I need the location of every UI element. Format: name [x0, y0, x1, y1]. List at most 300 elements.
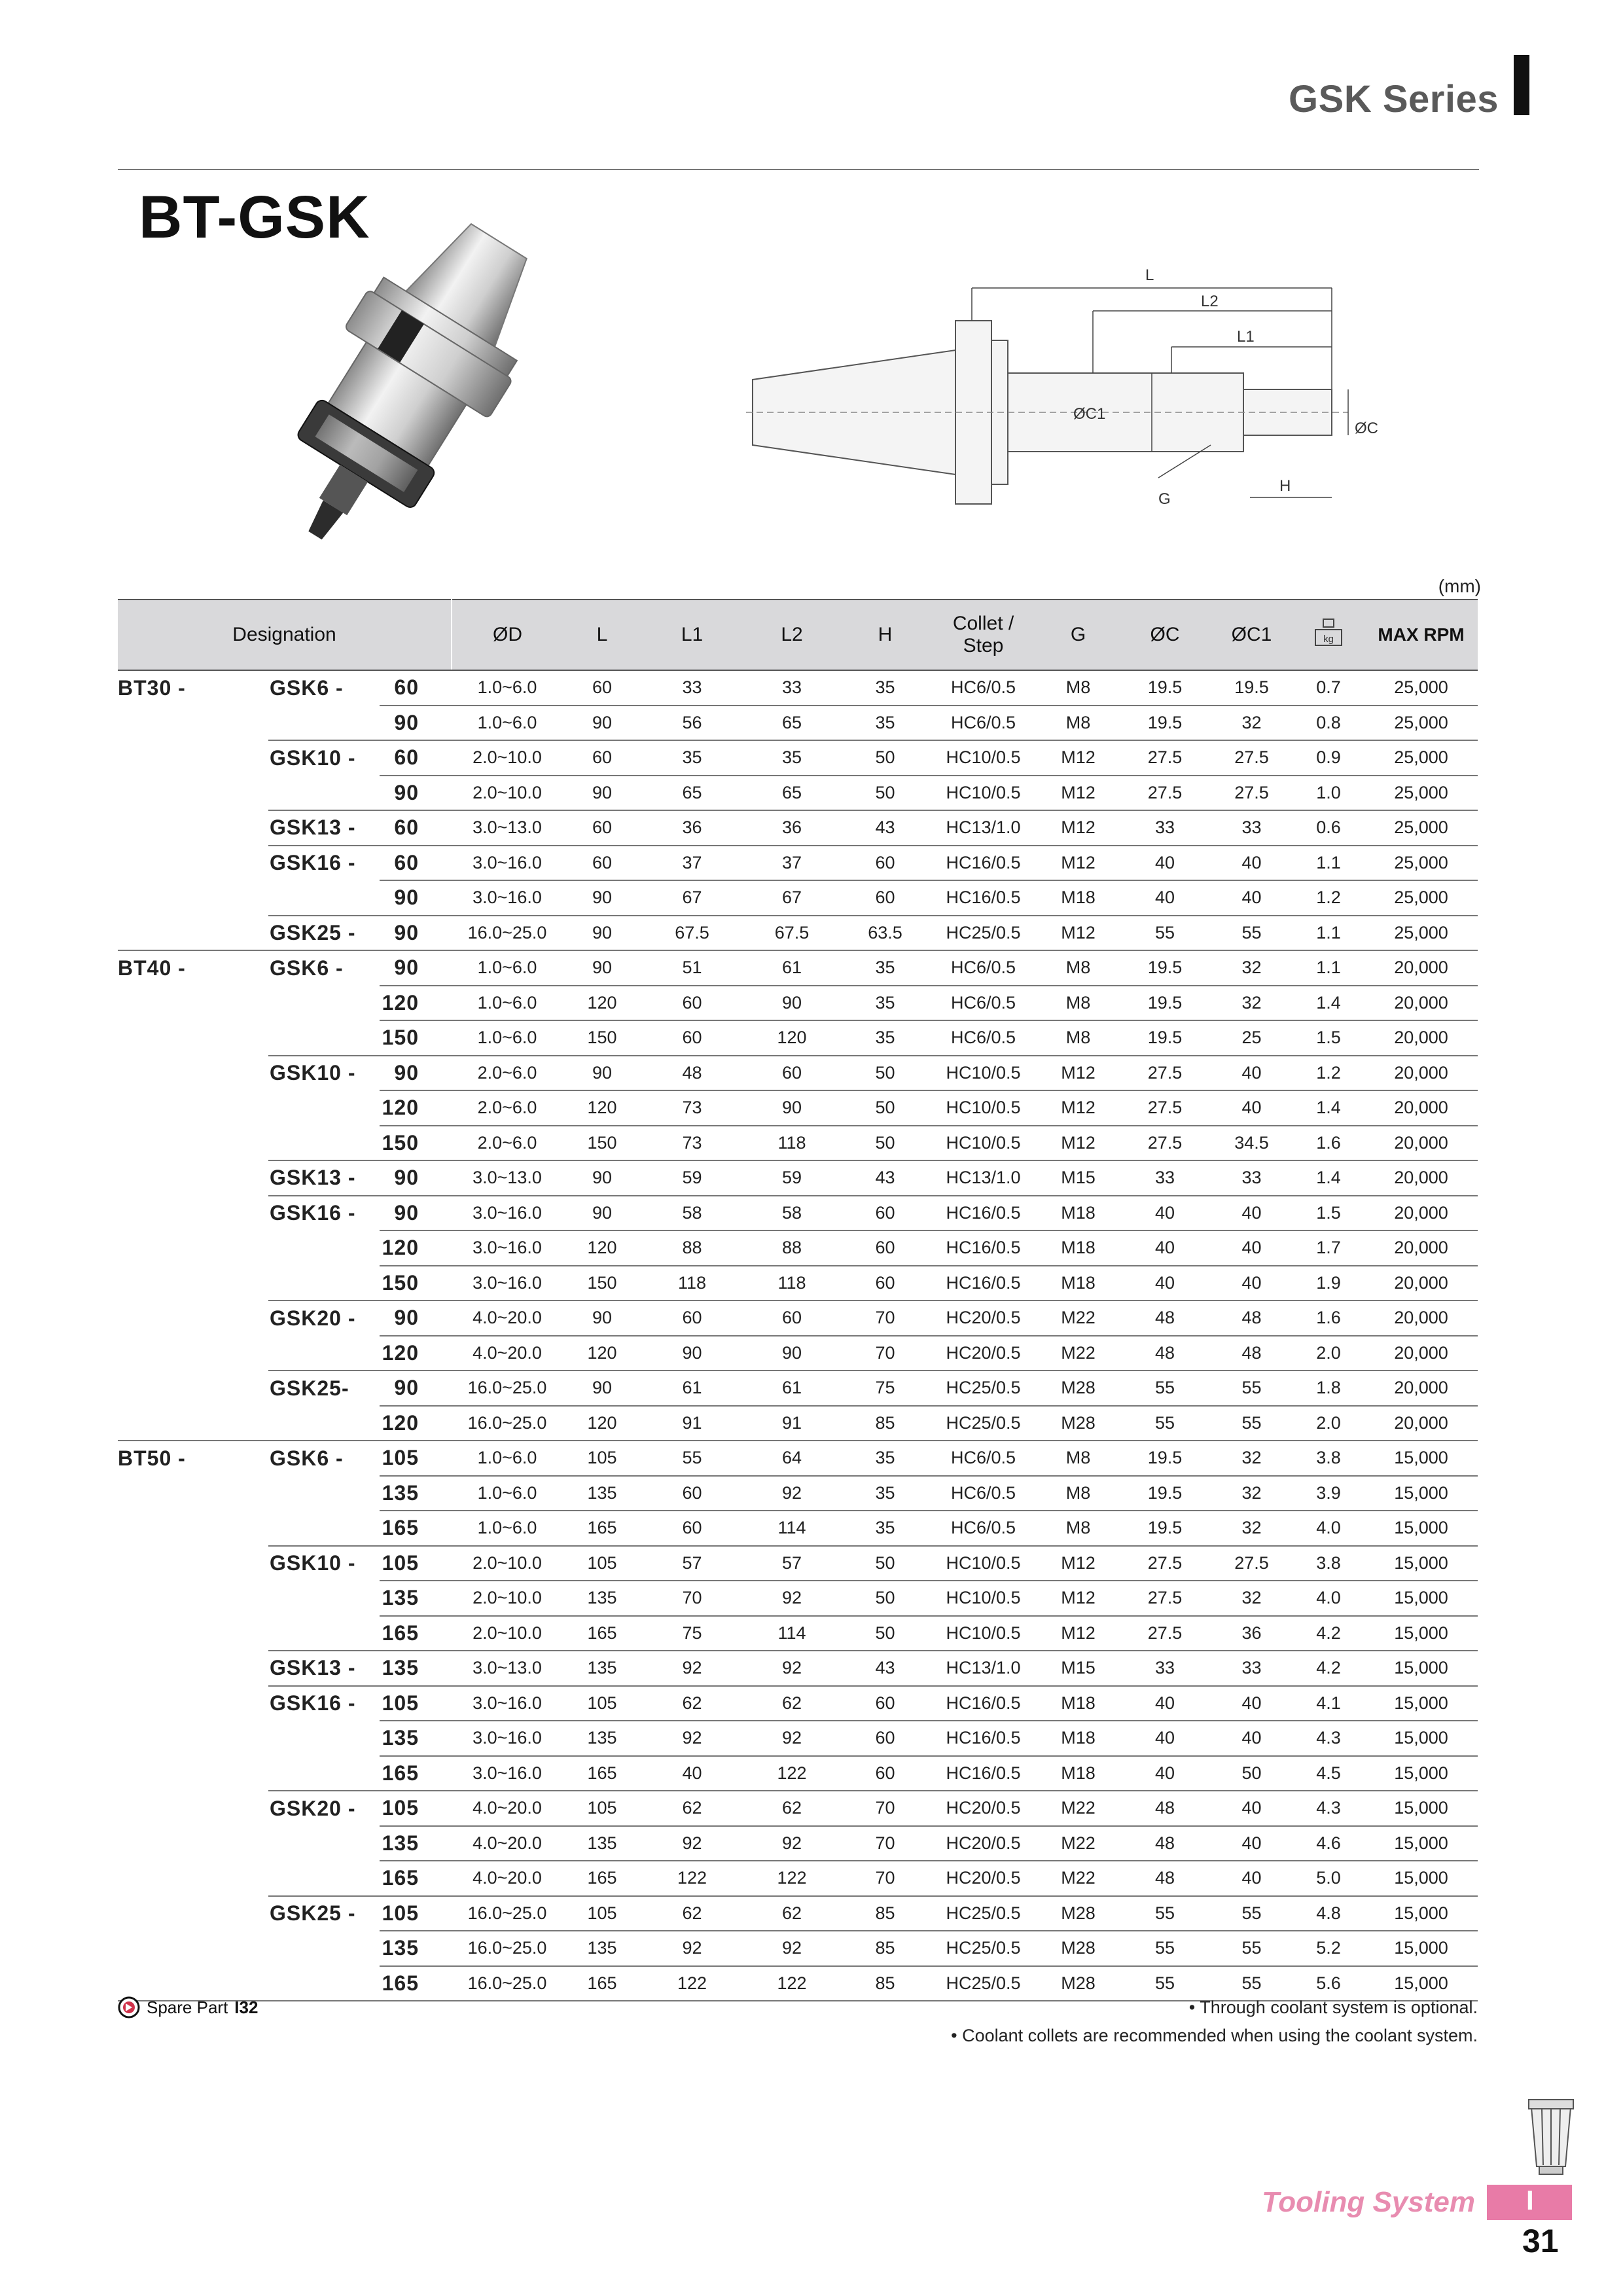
- cell-kg: 4.3: [1293, 1721, 1364, 1756]
- cell-l2: 92: [743, 1826, 841, 1861]
- header-max-rpm: MAX RPM: [1364, 600, 1478, 670]
- collet-chuck-model: [268, 706, 380, 741]
- cell-c: 27.5: [1119, 1090, 1211, 1126]
- cell-rpm: 20,000: [1364, 1126, 1478, 1161]
- cell-l1: 65: [641, 776, 743, 811]
- cell-g: M18: [1037, 1756, 1119, 1791]
- cell-d: 4.0~20.0: [452, 1861, 563, 1896]
- cell-collet: HC6/0.5: [929, 1020, 1037, 1056]
- cell-h: 60: [841, 1721, 929, 1756]
- cell-d: 3.0~13.0: [452, 1651, 563, 1686]
- cell-l1: 60: [641, 986, 743, 1021]
- cell-l1: 67: [641, 880, 743, 916]
- cell-l: 150: [563, 1020, 641, 1056]
- cell-l: 135: [563, 1581, 641, 1616]
- gauge-length: 150: [380, 1020, 452, 1056]
- cell-g: M8: [1037, 670, 1119, 706]
- table-row: [118, 1090, 1478, 1126]
- table-row: [118, 1581, 1478, 1616]
- cell-g: M22: [1037, 1826, 1119, 1861]
- cell-collet: HC6/0.5: [929, 706, 1037, 741]
- cell-d: 3.0~13.0: [452, 1160, 563, 1196]
- cell-d: 3.0~16.0: [452, 1756, 563, 1791]
- cell-h: 35: [841, 986, 929, 1021]
- cell-g: M12: [1037, 846, 1119, 881]
- cell-d: 1.0~6.0: [452, 706, 563, 741]
- cell-d: 4.0~20.0: [452, 1791, 563, 1826]
- header-c: ØC: [1119, 600, 1211, 670]
- cell-c1: 55: [1211, 1406, 1293, 1441]
- cell-kg: 2.0: [1293, 1406, 1364, 1441]
- cell-l1: 60: [641, 1020, 743, 1056]
- table-row: [118, 1686, 1478, 1721]
- gauge-length: 165: [380, 1616, 452, 1651]
- cell-l1: 92: [641, 1651, 743, 1686]
- cell-rpm: 25,000: [1364, 776, 1478, 811]
- table-row: [118, 1230, 1478, 1266]
- gauge-length: 165: [380, 1511, 452, 1546]
- cell-collet: HC6/0.5: [929, 986, 1037, 1021]
- cell-kg: 1.1: [1293, 846, 1364, 881]
- gauge-length: 135: [380, 1826, 452, 1861]
- cell-g: M12: [1037, 1126, 1119, 1161]
- technical-drawing: [740, 262, 1394, 550]
- gauge-length: 105: [380, 1896, 452, 1931]
- gauge-length: 120: [380, 1090, 452, 1126]
- cell-rpm: 15,000: [1364, 1581, 1478, 1616]
- cell-l2: 90: [743, 1336, 841, 1371]
- cell-l1: 62: [641, 1791, 743, 1826]
- header-designation: Designation: [118, 600, 452, 670]
- holder-type: [118, 1126, 268, 1161]
- cell-c1: 32: [1211, 1581, 1293, 1616]
- cell-c1: 33: [1211, 1160, 1293, 1196]
- cell-h: 85: [841, 1931, 929, 1966]
- cell-g: M15: [1037, 1651, 1119, 1686]
- cell-h: 50: [841, 1546, 929, 1581]
- cell-c: 40: [1119, 1721, 1211, 1756]
- cell-c: 19.5: [1119, 986, 1211, 1021]
- cell-c1: 40: [1211, 1196, 1293, 1231]
- cell-g: M22: [1037, 1861, 1119, 1896]
- table-row: [118, 1020, 1478, 1056]
- cell-d: 1.0~6.0: [452, 1441, 563, 1476]
- gauge-length: 105: [380, 1546, 452, 1581]
- cell-l1: 51: [641, 950, 743, 986]
- cell-d: 2.0~10.0: [452, 1616, 563, 1651]
- gauge-length: 135: [380, 1476, 452, 1511]
- cell-kg: 1.6: [1293, 1126, 1364, 1161]
- cell-rpm: 20,000: [1364, 1300, 1478, 1336]
- collet-chuck-model: [268, 1126, 380, 1161]
- cell-c1: 48: [1211, 1336, 1293, 1371]
- spare-part-page: I32: [234, 1997, 259, 2017]
- cell-g: M28: [1037, 1966, 1119, 2001]
- spare-part-ref[interactable]: [118, 1996, 258, 2018]
- cell-l: 150: [563, 1266, 641, 1301]
- cell-l2: 92: [743, 1581, 841, 1616]
- header-c1: ØC1: [1211, 600, 1293, 670]
- cell-rpm: 15,000: [1364, 1441, 1478, 1476]
- spec-table: [118, 599, 1478, 2001]
- table-row: [118, 1896, 1478, 1931]
- series-title: GSK Series: [1289, 78, 1499, 120]
- cell-l: 90: [563, 1196, 641, 1231]
- cell-h: 60: [841, 880, 929, 916]
- cell-l1: 75: [641, 1616, 743, 1651]
- cell-l1: 55: [641, 1441, 743, 1476]
- cell-l: 105: [563, 1441, 641, 1476]
- table-row: [118, 1511, 1478, 1546]
- cell-l1: 73: [641, 1126, 743, 1161]
- cell-h: 60: [841, 1686, 929, 1721]
- table-row: [118, 1196, 1478, 1231]
- cell-l2: 33: [743, 670, 841, 706]
- table-row: [118, 1966, 1478, 2001]
- cell-l2: 90: [743, 986, 841, 1021]
- gauge-length: 165: [380, 1756, 452, 1791]
- cell-l2: 37: [743, 846, 841, 881]
- cell-c: 55: [1119, 916, 1211, 951]
- cell-d: 16.0~25.0: [452, 1966, 563, 2001]
- drawing-label-h: H: [1279, 477, 1291, 495]
- cell-h: 50: [841, 1056, 929, 1091]
- drawing-label-c1: ØC1: [1073, 405, 1106, 423]
- collet-chuck-model: GSK25 -: [268, 916, 380, 951]
- collet-chuck-model: GSK20 -: [270, 1796, 356, 1820]
- cell-rpm: 25,000: [1364, 810, 1478, 846]
- cell-rpm: 20,000: [1364, 1266, 1478, 1301]
- cell-l: 90: [563, 1371, 641, 1406]
- cell-l2: 62: [743, 1686, 841, 1721]
- cell-l: 165: [563, 1861, 641, 1896]
- header-l: L: [563, 600, 641, 670]
- cell-l2: 90: [743, 1090, 841, 1126]
- cell-collet: HC16/0.5: [929, 1721, 1037, 1756]
- cell-l: 90: [563, 706, 641, 741]
- collet-chuck-model: GSK6 -: [270, 956, 344, 980]
- cell-l1: 40: [641, 1756, 743, 1791]
- cell-kg: 4.2: [1293, 1616, 1364, 1651]
- table-row: [118, 1791, 1478, 1826]
- cell-c: 33: [1119, 1651, 1211, 1686]
- cell-d: 2.0~6.0: [452, 1126, 563, 1161]
- cell-g: M18: [1037, 1230, 1119, 1266]
- holder-type: [118, 1686, 268, 1721]
- collet-chuck-model: [268, 1336, 380, 1371]
- table-row: [118, 950, 1478, 986]
- cell-rpm: 15,000: [1364, 1476, 1478, 1511]
- cell-l2: 62: [743, 1791, 841, 1826]
- cell-collet: HC20/0.5: [929, 1300, 1037, 1336]
- gauge-length: 120: [380, 1406, 452, 1441]
- cell-l: 90: [563, 950, 641, 986]
- table-row: [118, 880, 1478, 916]
- cell-g: M28: [1037, 1931, 1119, 1966]
- cell-c1: 40: [1211, 1686, 1293, 1721]
- cell-kg: 1.5: [1293, 1020, 1364, 1056]
- gauge-length: 135: [380, 1581, 452, 1616]
- table-row: [118, 1056, 1478, 1091]
- cell-l: 90: [563, 1300, 641, 1336]
- cell-h: 63.5: [841, 916, 929, 951]
- cell-c: 33: [1119, 810, 1211, 846]
- cell-l: 135: [563, 1931, 641, 1966]
- cell-rpm: 25,000: [1364, 916, 1478, 951]
- cell-l: 120: [563, 1090, 641, 1126]
- cell-rpm: 25,000: [1364, 846, 1478, 881]
- cell-collet: HC25/0.5: [929, 1371, 1037, 1406]
- holder-type: [118, 1756, 268, 1791]
- cell-c1: 55: [1211, 1371, 1293, 1406]
- cell-l2: 122: [743, 1861, 841, 1896]
- cell-collet: HC6/0.5: [929, 670, 1037, 706]
- cell-rpm: 15,000: [1364, 1721, 1478, 1756]
- cell-l2: 92: [743, 1721, 841, 1756]
- cell-rpm: 15,000: [1364, 1511, 1478, 1546]
- cell-d: 3.0~16.0: [452, 1196, 563, 1231]
- gauge-length: 165: [380, 1966, 452, 2001]
- cell-l: 90: [563, 776, 641, 811]
- cell-l: 90: [563, 1160, 641, 1196]
- cell-collet: HC10/0.5: [929, 1056, 1037, 1091]
- cell-c: 27.5: [1119, 1056, 1211, 1091]
- cell-l1: 122: [641, 1861, 743, 1896]
- gauge-length: 135: [380, 1931, 452, 1966]
- cell-h: 35: [841, 1476, 929, 1511]
- cell-g: M12: [1037, 1581, 1119, 1616]
- cell-collet: HC10/0.5: [929, 1546, 1037, 1581]
- cell-l2: 59: [743, 1160, 841, 1196]
- holder-type: [118, 1966, 268, 2001]
- cell-l: 165: [563, 1756, 641, 1791]
- collet-chuck-model: GSK10 -: [270, 745, 356, 770]
- cell-rpm: 15,000: [1364, 1651, 1478, 1686]
- cell-l: 60: [563, 740, 641, 776]
- cell-rpm: 25,000: [1364, 740, 1478, 776]
- cell-collet: HC16/0.5: [929, 880, 1037, 916]
- cell-l2: 65: [743, 706, 841, 741]
- gauge-length: 90: [380, 1300, 452, 1336]
- collet-chuck-model: GSK13 -: [268, 1160, 380, 1196]
- table-row: [118, 810, 1478, 846]
- holder-type: [118, 1651, 268, 1686]
- cell-c1: 40: [1211, 1230, 1293, 1266]
- header-weight: [1293, 600, 1364, 670]
- table-row: [118, 916, 1478, 951]
- cell-kg: 4.6: [1293, 1826, 1364, 1861]
- cell-d: 16.0~25.0: [452, 916, 563, 951]
- holder-type: [118, 1266, 268, 1301]
- gauge-length: 150: [380, 1126, 452, 1161]
- cell-c: 27.5: [1119, 1126, 1211, 1161]
- cell-collet: HC20/0.5: [929, 1826, 1037, 1861]
- cell-l1: 56: [641, 706, 743, 741]
- cell-g: M12: [1037, 1090, 1119, 1126]
- note-coolant-optional: • Through coolant system is optional.: [1188, 1998, 1478, 2017]
- cell-c: 19.5: [1119, 950, 1211, 986]
- cell-g: M12: [1037, 1546, 1119, 1581]
- collet-chuck-model: GSK10 -: [270, 1061, 356, 1085]
- collet-chuck-model: [268, 1511, 380, 1546]
- table-row: [118, 1826, 1478, 1861]
- holder-type: BT40 -: [118, 956, 186, 980]
- cell-kg: 0.6: [1293, 810, 1364, 846]
- header-collet-line2: Step: [963, 635, 1004, 656]
- holder-type: BT50 -: [118, 1446, 186, 1470]
- cell-collet: HC6/0.5: [929, 1441, 1037, 1476]
- cell-kg: 1.4: [1293, 1090, 1364, 1126]
- cell-c1: 40: [1211, 1791, 1293, 1826]
- cell-l2: 67.5: [743, 916, 841, 951]
- cell-c1: 40: [1211, 1090, 1293, 1126]
- table-row: [118, 1441, 1478, 1476]
- drawing-label-c: ØC: [1355, 420, 1378, 437]
- weight-unit: kg: [1323, 634, 1334, 645]
- cell-g: M18: [1037, 1686, 1119, 1721]
- cell-c: 40: [1119, 1266, 1211, 1301]
- cell-l1: 70: [641, 1581, 743, 1616]
- collet-chuck-model: [268, 1756, 380, 1791]
- table-row: [118, 1931, 1478, 1966]
- cell-l: 135: [563, 1721, 641, 1756]
- cell-h: 50: [841, 740, 929, 776]
- collet-chuck-model: [268, 1581, 380, 1616]
- collet-chuck-model: GSK16 -: [270, 1201, 356, 1225]
- cell-l: 120: [563, 986, 641, 1021]
- cell-collet: HC13/1.0: [929, 1651, 1037, 1686]
- drawing-label-l: L: [1145, 266, 1154, 284]
- cell-rpm: 15,000: [1364, 1791, 1478, 1826]
- cell-c: 27.5: [1119, 1546, 1211, 1581]
- cell-l1: 118: [641, 1266, 743, 1301]
- cell-l1: 36: [641, 810, 743, 846]
- cell-c1: 27.5: [1211, 776, 1293, 811]
- cell-l: 135: [563, 1651, 641, 1686]
- cell-l2: 67: [743, 880, 841, 916]
- cell-l1: 35: [641, 740, 743, 776]
- cell-g: M12: [1037, 810, 1119, 846]
- series-bar: [1514, 55, 1529, 115]
- collet-chuck-model: [268, 1266, 380, 1301]
- holder-type: [118, 706, 268, 741]
- gauge-length: 105: [380, 1441, 452, 1476]
- holder-type: [118, 1931, 268, 1966]
- cell-c1: 32: [1211, 1441, 1293, 1476]
- collet-chuck-model: [268, 986, 380, 1021]
- cell-c1: 55: [1211, 1966, 1293, 2001]
- cell-d: 1.0~6.0: [452, 1511, 563, 1546]
- cell-l: 165: [563, 1616, 641, 1651]
- cell-kg: 1.4: [1293, 1160, 1364, 1196]
- collet-chuck-model: [268, 1861, 380, 1896]
- cell-c1: 33: [1211, 810, 1293, 846]
- table-row: [118, 1721, 1478, 1756]
- cell-c1: 19.5: [1211, 670, 1293, 706]
- cell-d: 3.0~13.0: [452, 810, 563, 846]
- cell-rpm: 20,000: [1364, 1196, 1478, 1231]
- holder-type: [118, 1581, 268, 1616]
- cell-c1: 40: [1211, 846, 1293, 881]
- cell-h: 60: [841, 1196, 929, 1231]
- collet-icon: [1525, 2094, 1577, 2179]
- drawing-label-l1: L1: [1237, 328, 1255, 346]
- cell-c1: 25: [1211, 1020, 1293, 1056]
- cell-kg: 1.2: [1293, 1056, 1364, 1091]
- weight-icon: [1312, 617, 1345, 648]
- cell-h: 35: [841, 1511, 929, 1546]
- cell-kg: 4.8: [1293, 1896, 1364, 1931]
- cell-l2: 65: [743, 776, 841, 811]
- table-row: [118, 740, 1478, 776]
- cell-rpm: 20,000: [1364, 1020, 1478, 1056]
- cell-l: 150: [563, 1126, 641, 1161]
- cell-kg: 4.5: [1293, 1756, 1364, 1791]
- cell-kg: 4.3: [1293, 1791, 1364, 1826]
- note-coolant-collets: • Coolant collets are recommended when using the coolant system.: [951, 2026, 1478, 2045]
- cell-l2: 92: [743, 1931, 841, 1966]
- spare-part-label: Spare Part: [147, 1997, 228, 2017]
- table-row: [118, 1336, 1478, 1371]
- cell-kg: 3.8: [1293, 1546, 1364, 1581]
- cell-rpm: 20,000: [1364, 1230, 1478, 1266]
- cell-collet: HC25/0.5: [929, 1896, 1037, 1931]
- cell-c1: 34.5: [1211, 1126, 1293, 1161]
- cell-d: 16.0~25.0: [452, 1406, 563, 1441]
- cell-g: M8: [1037, 1441, 1119, 1476]
- cell-collet: HC6/0.5: [929, 950, 1037, 986]
- holder-type: [118, 1300, 268, 1336]
- unit-label: (mm): [1438, 576, 1481, 596]
- cell-c: 55: [1119, 1896, 1211, 1931]
- cell-d: 3.0~16.0: [452, 1686, 563, 1721]
- cell-collet: HC10/0.5: [929, 776, 1037, 811]
- cell-rpm: 15,000: [1364, 1861, 1478, 1896]
- gauge-length: 135: [380, 1651, 452, 1686]
- cell-l2: 118: [743, 1126, 841, 1161]
- collet-chuck-model: [268, 776, 380, 811]
- cell-kg: 0.8: [1293, 706, 1364, 741]
- cell-kg: 1.1: [1293, 950, 1364, 986]
- cell-d: 1.0~6.0: [452, 950, 563, 986]
- gauge-length: 150: [380, 1266, 452, 1301]
- tooling-system-label: Tooling System: [1262, 2186, 1475, 2218]
- cell-c1: 40: [1211, 1861, 1293, 1896]
- holder-type: [118, 846, 268, 881]
- cell-g: M22: [1037, 1791, 1119, 1826]
- cell-rpm: 15,000: [1364, 1826, 1478, 1861]
- cell-g: M8: [1037, 1020, 1119, 1056]
- cell-l1: 57: [641, 1546, 743, 1581]
- collet-chuck-model: [268, 1230, 380, 1266]
- cell-l2: 61: [743, 950, 841, 986]
- cell-kg: 3.9: [1293, 1476, 1364, 1511]
- gauge-length: 90: [380, 706, 452, 741]
- cell-c1: 32: [1211, 986, 1293, 1021]
- table-row: [118, 776, 1478, 811]
- cell-rpm: 25,000: [1364, 880, 1478, 916]
- cell-c1: 32: [1211, 706, 1293, 741]
- gauge-length: 90: [380, 916, 452, 951]
- cell-l2: 62: [743, 1896, 841, 1931]
- cell-h: 85: [841, 1406, 929, 1441]
- cell-l1: 92: [641, 1721, 743, 1756]
- cell-rpm: 15,000: [1364, 1896, 1478, 1931]
- collet-chuck-model: [268, 1090, 380, 1126]
- cell-rpm: 15,000: [1364, 1686, 1478, 1721]
- cell-c: 40: [1119, 1196, 1211, 1231]
- table-row: [118, 1616, 1478, 1651]
